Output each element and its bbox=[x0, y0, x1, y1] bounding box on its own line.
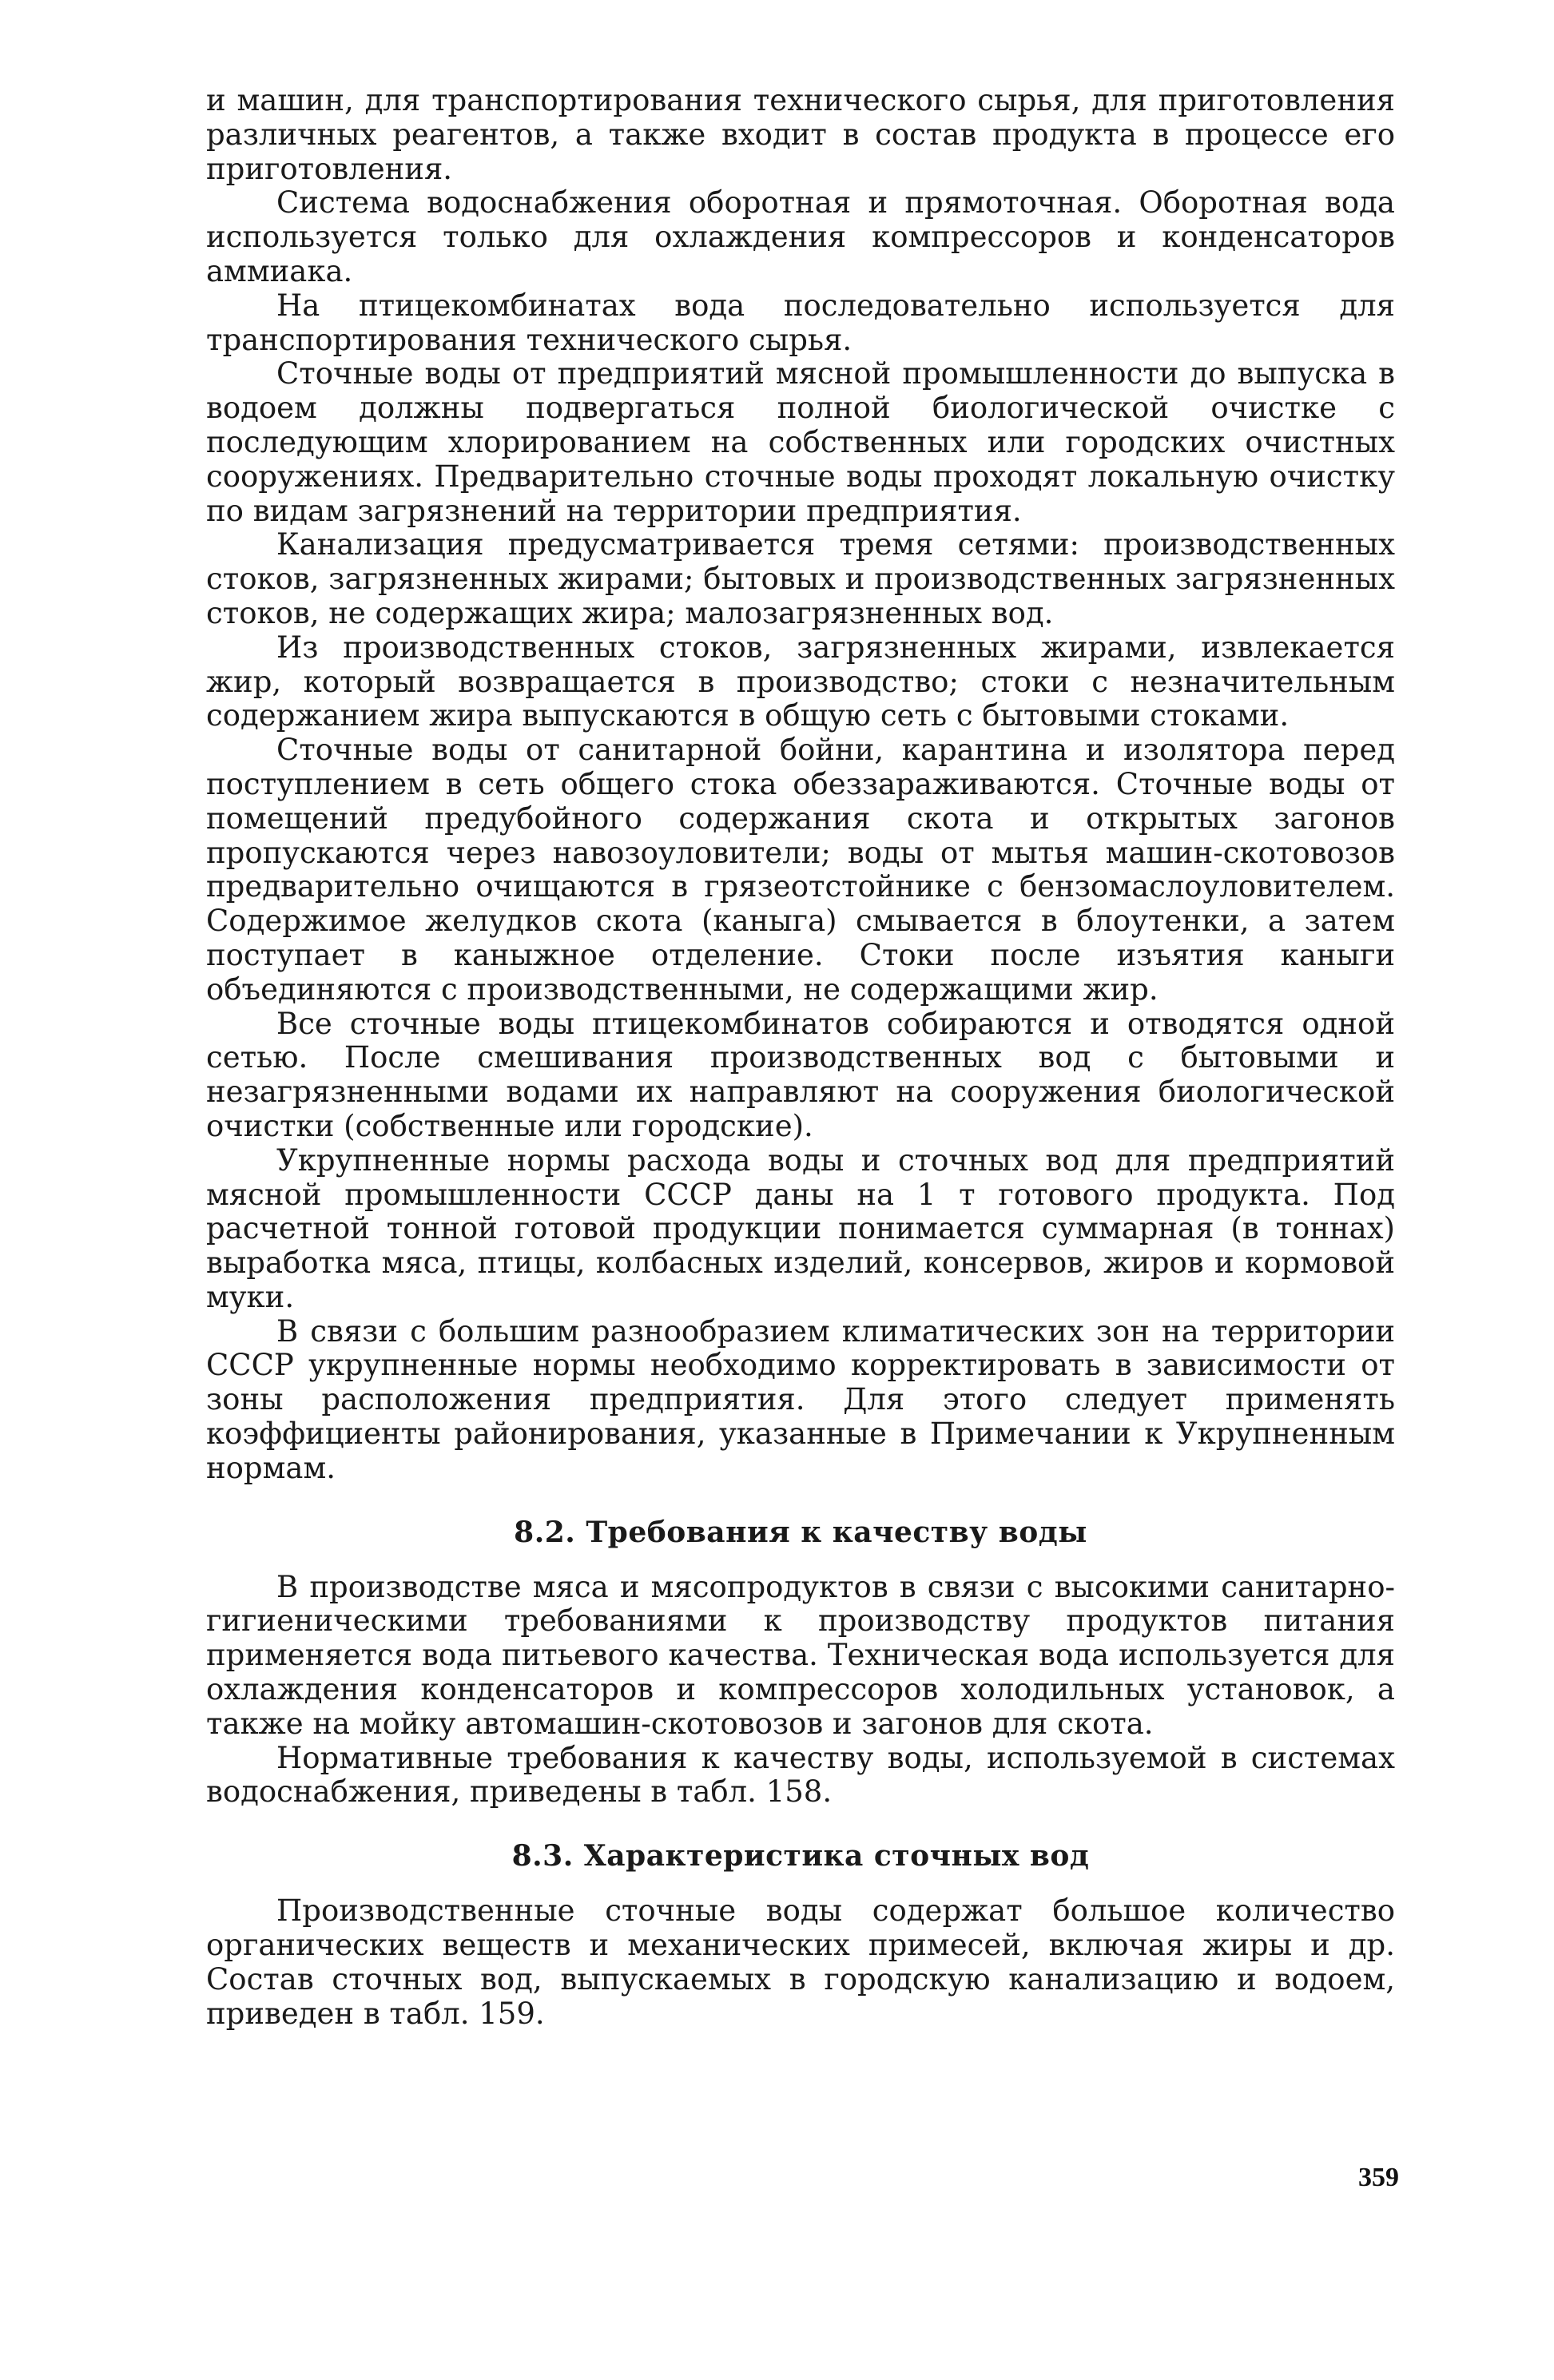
paragraph-continuation: и машин, для транспортирования технического сырья, для приготовления различных реагентов, а также входит в состав продукта в процессе его приготовления. bbox=[206, 83, 1395, 186]
paragraph-sewerage-networks: Канализация предусматривается тремя сетями: производственных стоков, загрязненных жирами; бытовых и производственных загрязненных стоков, не содержащих жира; малозагрязненных вод. bbox=[206, 527, 1395, 630]
section-heading-8-2: 8.2. Требования к качеству воды bbox=[514, 1515, 1087, 1549]
paragraph-drinking-water-quality: В производстве мяса и мясопродуктов в связи с высокими санитарно-гигиеническими требованиями к производству продуктов питания применяется вода питьевого качества. Техническая вода используется для охлаждения конденсаторов и компрессоров холодильных установок, а также на мойку автомашин-скотовозов и загонов для скота. bbox=[206, 1569, 1395, 1741]
paragraph-quality-requirements: Нормативные требования к качеству воды, используемой в системах водоснабжения, приведены в табл. 158. bbox=[206, 1740, 1395, 1810]
paragraph-fat-extraction: Из производственных стоков, загрязненных жирами, извлекается жир, который возвращается в производство; стоки с незначительным содержанием жира выпускаются в общую сеть с бытовыми стоками. bbox=[206, 630, 1395, 733]
page-body bbox=[206, 84, 1395, 2031]
paragraph-wastewater-treatment: Сточные воды от предприятий мясной промышленности до выпуска в водоем должны подвергаться полной биологической очистке с последующим хлорированием на собственных или городских очистных сооружениях. Предварительно сточные воды проходят локальную очистку по видам загрязнений на территории предприятия. bbox=[206, 356, 1395, 528]
section-heading-8-3: 8.3. Характеристика сточных вод bbox=[511, 1839, 1090, 1873]
paragraph-climate-zones: В связи с большим разнообразием климатических зон на территории СССР укрупненные нормы необходимо корректировать в зависимости от зоны расположения предприятия. Для этого следует применять коэффициенты районирования, указанные в Примечании к Укрупненным нормам. bbox=[206, 1313, 1395, 1485]
paragraph-poultry-plants-water: На птицекомбинатах вода последовательно используется для транспортирования технического сырья. bbox=[206, 288, 1395, 357]
paragraph-consumption-norms: Укрупненные нормы расхода воды и сточных вод для предприятий мясной промышленности СССР даны на 1 т готового продукта. Под расчетной тонной готовой продукции понимается суммарная (в тоннах) выработка мяса, птицы, колбасных изделий, консервов, жиров и кормовой муки. bbox=[206, 1142, 1395, 1314]
page-number: 359 bbox=[1358, 2163, 1399, 2192]
paragraph-disinfection: Сточные воды от санитарной бойни, карантина и изолятора перед поступлением в сеть общего стока обеззараживаются. Сточные воды от помещений предубойного содержания скота и открытых загонов пропускаются через навозоуловители; воды от мытья машин-скотовозов предварительно очищаются в грязеотстойнике с бензомаслоуловителем. Содержимое желудков скота (каныга) смывается в блоутенки, а затем поступает в каныжное отделение. Стоки после изъятия каныги объединяются с производственными, не содержащими жир. bbox=[206, 733, 1395, 1007]
paragraph-wastewater-composition: Производственные сточные воды содержат большое количество органических веществ и механических примесей, включая жиры и др. Состав сточных вод, выпускаемых в городскую канализацию и водоем, приведен в табл. 159. bbox=[206, 1893, 1395, 2031]
paragraph-poultry-wastewater: Все сточные воды птицекомбинатов собираются и отводятся одной сетью. После смешивания производственных вод с бытовыми и незагрязненными водами их направляют на сооружения биологической очистки (собственные или городские). bbox=[206, 1006, 1395, 1143]
paragraph-water-supply-system: Система водоснабжения оборотная и прямоточная. Оборотная вода используется только для охлаждения компрессоров и конденсаторов аммиака. bbox=[206, 185, 1395, 288]
